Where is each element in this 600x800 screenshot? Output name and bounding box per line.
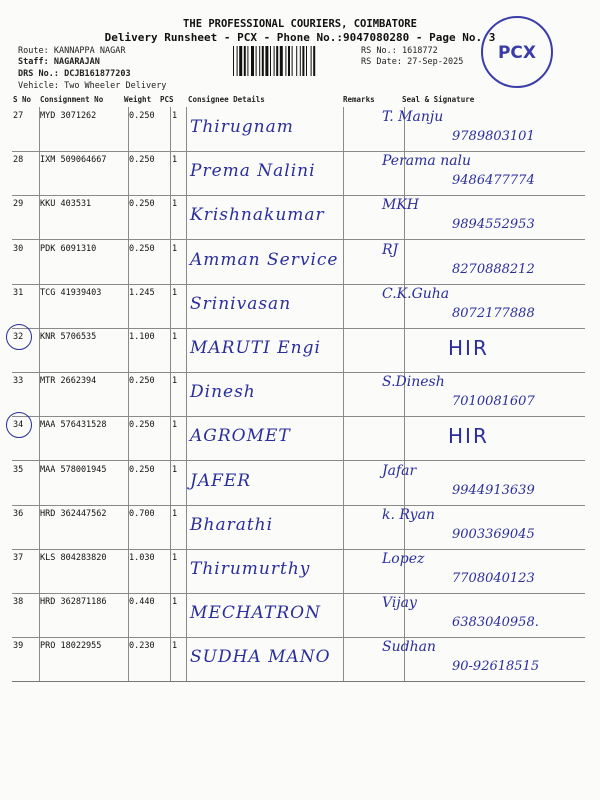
row-signature: C.K.Guha [382,285,450,302]
barcode-bar [300,46,301,76]
barcode-bar [280,46,283,76]
row-pcs: 1 [172,376,178,387]
column-divider [186,240,187,284]
row-signature: MKH [382,197,420,214]
column-divider [186,593,187,637]
col-weight: Weight [124,95,152,104]
row-consignee-handwritten: Bharathi [190,514,274,535]
column-divider [343,593,344,637]
column-divider [343,461,344,505]
column-divider [170,328,171,372]
barcode-bar [244,46,246,76]
row-sno: 33 [13,376,24,387]
row-phone-handwritten: 8270888212 [452,261,535,277]
stamp-text: PCX [497,43,537,63]
table-row [12,549,585,594]
row-signature: Jafar [382,462,417,479]
row-signature: Sudhan [382,639,436,656]
column-divider [186,328,187,372]
barcode-bar [247,46,248,76]
row-phone-handwritten: 9789803101 [452,129,535,144]
table-row [12,328,585,373]
barcode-bar [251,46,254,76]
column-divider [343,505,344,549]
barcode-bar [292,46,293,76]
row-consignee-handwritten: Prema Nalini [190,161,316,182]
row-sno: 30 [13,243,24,254]
row-signature: T. Manju [382,109,444,125]
row-weight: 0.250 [129,155,155,166]
row-consignee-handwritten: Thirugnam [190,117,294,137]
row-consignee-handwritten: Srinivasan [190,293,292,314]
column-divider [170,637,171,681]
row-signature: HIR [448,336,489,360]
row-weight: 0.230 [129,641,155,652]
barcode-bar [237,46,238,76]
row-phone-handwritten: 7708040123 [452,571,535,586]
column-divider [170,151,171,195]
column-divider [170,195,171,239]
row-pcs: 1 [172,199,178,210]
row-pcs: 1 [172,287,178,298]
row-weight: 0.250 [129,243,155,254]
drs-line [18,69,131,79]
column-divider [343,195,344,239]
row-pcs: 1 [172,464,178,475]
vehicle-line [18,81,166,91]
column-divider [170,416,171,460]
column-divider [186,151,187,195]
barcode-bar [233,46,234,76]
column-divider [186,549,187,593]
row-signature: S.Dinesh [382,374,445,391]
column-divider [186,505,187,549]
row-weight: 0.250 [129,111,155,121]
row-sno: 32 [13,332,24,342]
row-signature: Perama nalu [382,153,472,170]
column-divider [170,372,171,416]
row-phone-handwritten: 7010081607 [452,394,535,410]
column-divider [343,240,344,284]
barcode-bar [302,46,304,76]
column-divider [404,416,405,460]
column-divider [186,637,187,681]
row-weight: 0.700 [129,508,155,519]
row-consignment: HRD 362871186 [40,597,107,608]
table-row [12,461,585,506]
table-row [12,637,585,682]
row-weight: 0.250 [129,199,155,210]
row-pcs: 1 [172,597,178,608]
barcode-bar [276,46,278,76]
row-consignment: KLS 804283820 [40,553,107,563]
staff-label: Staff: [18,57,49,67]
barcode [233,46,355,76]
table-row [12,505,585,550]
column-divider [404,328,405,372]
column-divider [186,195,187,239]
row-consignee-handwritten: MARUTI Engi [190,338,321,358]
row-weight: 0.250 [129,464,155,475]
col-pcs: PCS [160,95,174,104]
table-row [12,372,585,417]
row-signature: RJ [382,241,399,258]
row-sno: 27 [13,111,24,121]
column-divider [343,328,344,372]
staff-value: NAGARAJAN [53,57,100,67]
row-consignee-handwritten: Dinesh [190,382,256,403]
drs-label: DRS No.: [18,69,59,79]
barcode-bar [259,46,260,76]
row-consignment: PDK 6091310 [40,243,97,254]
barcode-bar [313,46,315,76]
row-consignee-handwritten: MECHATRON [190,603,321,624]
row-sno: 37 [13,553,24,563]
company-title: THE PROFESSIONAL COURIERS, COIMBATORE [183,18,417,30]
pcx-stamp [479,14,555,90]
table-row [12,593,585,638]
barcode-bar [288,46,290,76]
row-consignee-handwritten: AGROMET [190,426,291,447]
table-row [12,151,585,196]
rs-date-value: 27-Sep-2025 [407,57,464,67]
table-header [0,95,600,107]
row-consignee-handwritten: SUDHA MANO [190,647,331,668]
column-divider [170,461,171,505]
rs-no-line [361,46,438,56]
barcode-bar [256,46,257,76]
row-weight: 1.030 [129,553,155,563]
barcode-bar [296,46,297,76]
staff-line [18,57,100,67]
barcode-bar [311,46,312,76]
row-sno: 34 [13,420,24,431]
row-pcs: 1 [172,111,178,121]
row-signature: Lopez [382,551,425,567]
column-divider [186,461,187,505]
rs-no-value: 1618772 [401,46,438,56]
row-consignment: MTR 2662394 [40,376,97,387]
column-divider [170,284,171,328]
row-consignment: TCG 41939403 [40,287,102,298]
row-consignment: MAA 578001945 [40,464,107,475]
rs-date-line [361,57,463,67]
row-phone-handwritten: 90-92618515 [452,659,540,675]
column-divider [186,372,187,416]
column-divider [186,284,187,328]
row-sno: 38 [13,597,24,608]
column-divider [343,416,344,460]
column-divider [170,505,171,549]
column-divider [170,549,171,593]
row-weight: 0.250 [129,376,155,387]
route-label: Route: [18,46,49,56]
col-seal: Seal & Signature [402,95,475,104]
row-signature: Vijay [382,595,417,612]
vehicle-value: Two Wheeler Delivery [64,81,167,91]
row-phone-handwritten: 9486477774 [452,173,535,189]
barcode-bar [306,46,307,76]
column-divider [343,637,344,681]
vehicle-label: Vehicle: [18,81,59,91]
row-sno: 35 [13,464,24,475]
column-divider [343,284,344,328]
row-consignment: KNR 5706535 [40,332,97,342]
barcode-bar [265,46,268,76]
table-row [12,107,585,152]
row-sno: 39 [13,641,24,652]
row-sno: 36 [13,508,24,519]
rs-date-label: RS Date: [361,57,402,67]
barcode-bar [262,46,264,76]
runsheet-subtitle: Delivery Runsheet - PCX - Phone No.:9047080280 - Page No. 3 [104,31,496,44]
row-signature: k. Ryan [382,506,435,523]
row-sno: 28 [13,155,24,166]
row-weight: 1.100 [129,332,155,342]
barcode-bar [270,46,271,76]
column-divider [343,372,344,416]
table-row [12,284,585,329]
row-pcs: 1 [172,155,178,166]
rs-no-label: RS No.: [361,46,397,56]
column-divider [343,549,344,593]
row-phone-handwritten: 9003369045 [452,526,535,542]
column-divider [170,107,171,151]
col-consignee: Consignee Details [188,95,265,104]
row-sno: 29 [13,199,24,210]
table-row [12,416,585,461]
row-consignment: PRO 18022955 [40,641,102,652]
barcode-bar [285,46,286,76]
route-line [18,46,126,56]
row-consignment: KKU 403531 [40,199,92,210]
row-consignee-handwritten: Krishnakumar [190,205,325,226]
drs-value: DCJB161877203 [64,69,131,79]
col-sno: S No [13,95,32,104]
table-row [12,195,585,240]
column-divider [170,240,171,284]
row-phone-handwritten: 8072177888 [452,305,535,321]
row-consignment: MAA 576431528 [40,420,107,431]
barcode-bar [274,46,275,76]
table-row [12,240,585,285]
row-weight: 0.440 [129,597,155,608]
row-phone-handwritten: 9944913639 [452,482,535,498]
row-pcs: 1 [172,508,178,519]
route-value: KANNAPPA NAGAR [53,46,126,56]
column-divider [186,107,187,151]
sno-circle-mark [6,412,32,438]
row-signature: HIR [448,424,489,449]
row-consignee-handwritten: Thirumurthy [190,559,311,579]
column-divider [404,240,405,284]
row-phone-handwritten: 9894552953 [452,217,535,233]
row-consignee-handwritten: Amman Service [190,249,339,270]
row-pcs: 1 [172,243,178,254]
row-weight: 1.245 [129,287,155,298]
column-divider [170,593,171,637]
col-consignment: Consignment No [40,95,104,104]
row-phone-handwritten: 6383040958. [452,615,539,631]
row-consignment: MYD 3071262 [40,111,97,121]
barcode-bar [239,46,242,76]
column-divider [343,107,344,151]
row-pcs: 1 [172,420,178,431]
row-weight: 0.250 [129,420,155,431]
row-pcs: 1 [172,332,178,342]
col-remarks: Remarks [343,95,375,104]
row-consignee-handwritten: JAFER [190,470,252,491]
row-pcs: 1 [172,641,178,652]
row-pcs: 1 [172,553,178,563]
row-consignment: IXM 509064667 [40,155,107,166]
column-divider [343,151,344,195]
row-sno: 31 [13,287,24,298]
row-consignment: HRD 362447562 [40,508,107,519]
column-divider [186,416,187,460]
sno-circle-mark [6,324,32,350]
